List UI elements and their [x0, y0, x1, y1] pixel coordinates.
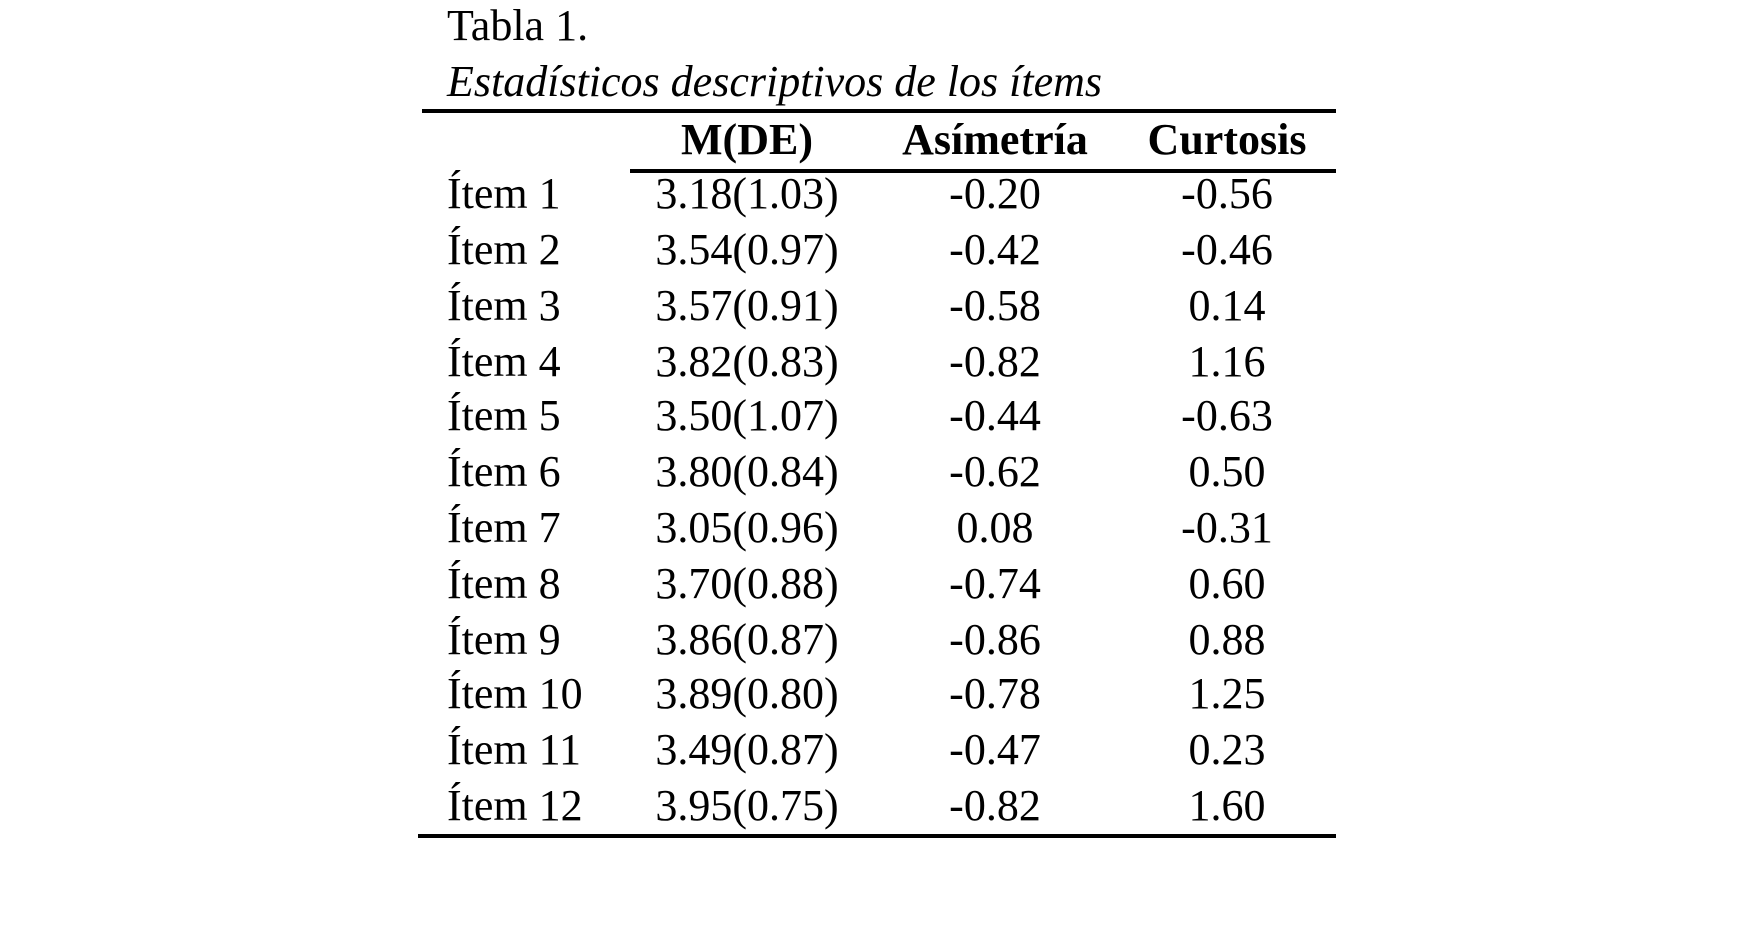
row-label: Ítem 7	[447, 503, 561, 552]
table-row	[0, 666, 1752, 722]
cell-mde: 3.80(0.84)	[655, 447, 839, 496]
table-header-row	[0, 112, 1752, 168]
row-label: Ítem 2	[447, 225, 561, 274]
table-number: Tabla 1.	[447, 1, 589, 50]
cell-asimetria: -0.78	[949, 669, 1041, 718]
cell-asimetria: -0.62	[949, 447, 1041, 496]
table-row	[0, 556, 1752, 612]
table-row	[0, 778, 1752, 834]
cell-mde: 3.18(1.03)	[655, 169, 839, 218]
row-label: Ítem 6	[447, 447, 561, 496]
cell-mde: 3.82(0.83)	[655, 337, 839, 386]
cell-asimetria: -0.82	[949, 337, 1041, 386]
row-label: Ítem 1	[447, 169, 561, 218]
table-bottom-rule	[418, 834, 1336, 838]
cell-mde: 3.49(0.87)	[655, 725, 839, 774]
cell-curtosis: 0.23	[1188, 725, 1266, 774]
cell-mde: 3.95(0.75)	[655, 781, 839, 830]
cell-curtosis: -0.63	[1181, 391, 1273, 440]
cell-curtosis: 0.88	[1188, 615, 1266, 664]
table-row	[0, 166, 1752, 222]
table-title: Estadísticos descriptivos de los ítems	[447, 57, 1103, 106]
row-label: Ítem 11	[447, 725, 581, 774]
cell-curtosis: -0.31	[1181, 503, 1273, 552]
cell-mde: 3.57(0.91)	[655, 281, 839, 330]
table-row	[0, 388, 1752, 444]
cell-curtosis: 1.25	[1188, 669, 1266, 718]
cell-curtosis: -0.56	[1181, 169, 1273, 218]
cell-mde: 3.86(0.87)	[655, 615, 839, 664]
cell-curtosis: 0.50	[1188, 447, 1266, 496]
cell-curtosis: 0.14	[1188, 281, 1266, 330]
cell-asimetria: -0.58	[949, 281, 1041, 330]
cell-asimetria: -0.86	[949, 615, 1041, 664]
cell-curtosis: 1.60	[1188, 781, 1266, 830]
table-row	[0, 334, 1752, 390]
cell-curtosis: 1.16	[1188, 337, 1266, 386]
cell-mde: 3.05(0.96)	[655, 503, 839, 552]
row-label: Ítem 8	[447, 559, 561, 608]
row-label: Ítem 4	[447, 337, 561, 386]
cell-asimetria: -0.47	[949, 725, 1041, 774]
table-row	[0, 444, 1752, 500]
cell-asimetria: -0.42	[949, 225, 1041, 274]
header-asimetria: Asímetría	[902, 115, 1088, 164]
cell-asimetria: -0.82	[949, 781, 1041, 830]
row-label: Ítem 9	[447, 615, 561, 664]
cell-mde: 3.50(1.07)	[655, 391, 839, 440]
cell-asimetria: -0.74	[949, 559, 1041, 608]
cell-mde: 3.70(0.88)	[655, 559, 839, 608]
table-row	[0, 222, 1752, 278]
cell-asimetria: -0.44	[949, 391, 1041, 440]
cell-mde: 3.54(0.97)	[655, 225, 839, 274]
cell-asimetria: -0.20	[949, 169, 1041, 218]
row-label: Ítem 3	[447, 281, 561, 330]
row-label: Ítem 12	[447, 781, 583, 830]
row-label: Ítem 5	[447, 391, 561, 440]
cell-curtosis: 0.60	[1188, 559, 1266, 608]
cell-asimetria: 0.08	[956, 503, 1034, 552]
table-row	[0, 500, 1752, 556]
header-mde: M(DE)	[681, 115, 813, 164]
row-label: Ítem 10	[447, 669, 583, 718]
cell-curtosis: -0.46	[1181, 225, 1273, 274]
header-curtosis: Curtosis	[1147, 115, 1307, 164]
table-row	[0, 612, 1752, 668]
cell-mde: 3.89(0.80)	[655, 669, 839, 718]
table-row	[0, 278, 1752, 334]
table-row	[0, 722, 1752, 778]
